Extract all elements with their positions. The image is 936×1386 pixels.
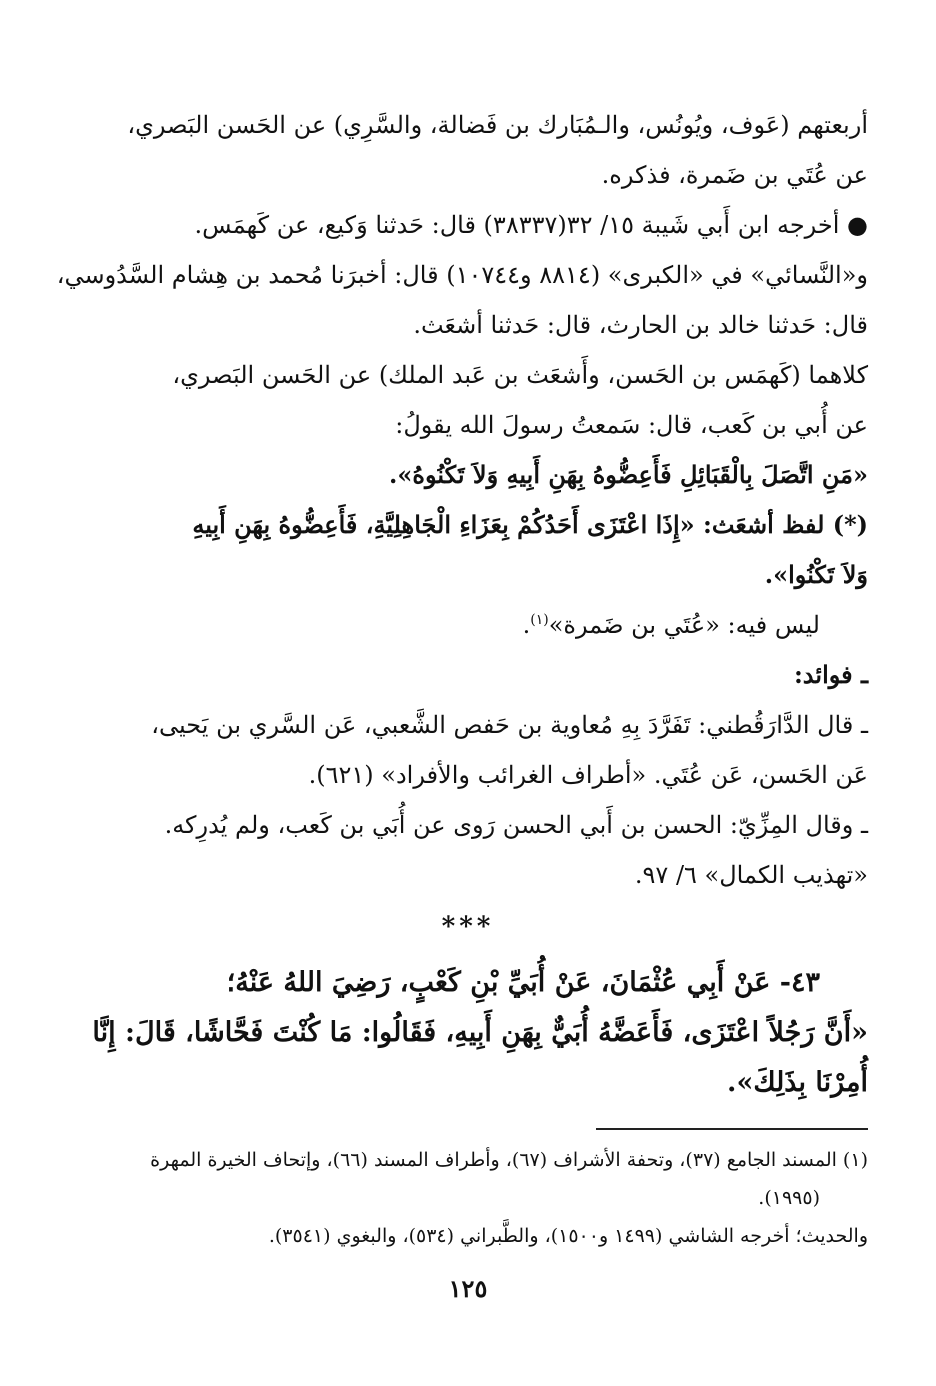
- text-line-with-footnote: ليس فيه: «عُتَي بن ضَمرة»$^{(١)}$.: [522, 611, 820, 639]
- hadith-text-line: (*) لفظ أشعَث: «إِذَا اعْتَزَى أَحَدُكُمْ بِعَزَاءِ الْجَاهِلِيَّةِ، فَأَعِضُّوهُ بِهَنِ أَبِيهِ: [192, 510, 868, 539]
- hadith-text-line: أُمِرْنَا بِذَلِكَ».: [727, 1067, 868, 1098]
- footnote-marker: (١): [530, 612, 549, 628]
- footnote-line: (١٩٩٥).: [758, 1187, 820, 1209]
- text-line: عن أُبي بن كَعب، قال: سَمعتُ رسولَ الله يقولُ:: [395, 411, 868, 439]
- footnote-line: والحديث؛ أخرجه الشاشي (١٤٩٩ و١٥٠٠)، والطَّبراني (٥٣٤)، والبغوي (٣٥٤١).: [268, 1225, 868, 1247]
- text-line: قال: حَدثنا خالد بن الحارث، قال: حَدثنا أشعَث.: [413, 311, 868, 339]
- hadith-text-line: «أَنَّ رَجُلاً اعْتَزَى، فَأَعَضَّهُ أُبَيٌّ بِهَنِ أَبِيهِ، فَقَالُوا: مَا كُنْتَ فَحَّاشًا، قَالَ: إِنَّا: [92, 1017, 868, 1048]
- page-number: ١٢٥: [448, 1274, 488, 1303]
- footnote-line: (١) المسند الجامع (٣٧)، وتحفة الأشراف (٦٧)، وأطراف المسند (٦٦)، وإتحاف الخيرة المهرة: [150, 1149, 868, 1171]
- text-line: ـ قال الدَّارَقُطني: تَفَرَّدَ بِهِ مُعاوية بن حَفص الشَّعبي، عَن السَّري بن يَحيى،: [151, 711, 868, 739]
- hadith-text-line: «مَنِ اتَّصَلَ بِالْقَبَائِلِ فَأَعِضُّوهُ بِهَنِ أَبِيهِ وَلاَ تَكْنُوهُ».: [389, 460, 868, 489]
- hadith-43: [92, 958, 868, 1108]
- footnotes: [128, 1141, 868, 1255]
- section-separator: ***: [441, 912, 495, 942]
- text-line: «تهذيب الكمال» ٦/ ٩٧.: [634, 861, 868, 889]
- section-heading-fawaid: ـ فوائد:: [793, 660, 868, 689]
- text-line: ـ وقال المِزِّيّ: الحسن بن أَبي الحسن رَوى عن أُبَي بن كَعب، ولم يُدرِكه.: [164, 811, 868, 839]
- text-line: ليس فيه: «عُتَي بن ضَمرة»: [548, 611, 820, 639]
- text-line: كلاهما (كَهمَس بن الحَسن، وأَشعَث بن عَبد الملك) عن الحَسن البَصري،: [172, 361, 868, 389]
- footnote-divider: [596, 1128, 868, 1130]
- hadith-text-line: وَلاَ تَكْنُوا».: [764, 560, 868, 589]
- text-line: و«النَّسائي» في «الكبرى» (٨٨١٤ و١٠٧٤٤) قال: أخبرَنا مُحمد بن هِشام السَّدُوسي،: [56, 261, 868, 289]
- main-text: [56, 100, 868, 900]
- text-line: أربعتهم (عَوف، ويُونُس، والـمُبَارك بن فَضالة، والسَّرِي) عن الحَسن البَصري،: [127, 111, 868, 139]
- text-line: عَن الحَسن، عَن عُتَي. «أطراف الغرائب والأفراد» (٦٢١).: [308, 761, 868, 789]
- hadith-heading: ٤٣- عَنْ أَبِي عُثْمَانَ، عَنْ أُبَيِّ بْنِ كَعْبٍ، رَضِيَ اللهُ عَنْهُ؛: [226, 967, 820, 998]
- text-line: عن عُتَي بن ضَمرة، فذكره.: [601, 161, 868, 189]
- text-line: ● أخرجه ابن أَبي شَيبة ١٥/ ٣٢(٣٨٣٣٧) قال: حَدثنا وَكيع، عن كَهمَس.: [194, 211, 868, 239]
